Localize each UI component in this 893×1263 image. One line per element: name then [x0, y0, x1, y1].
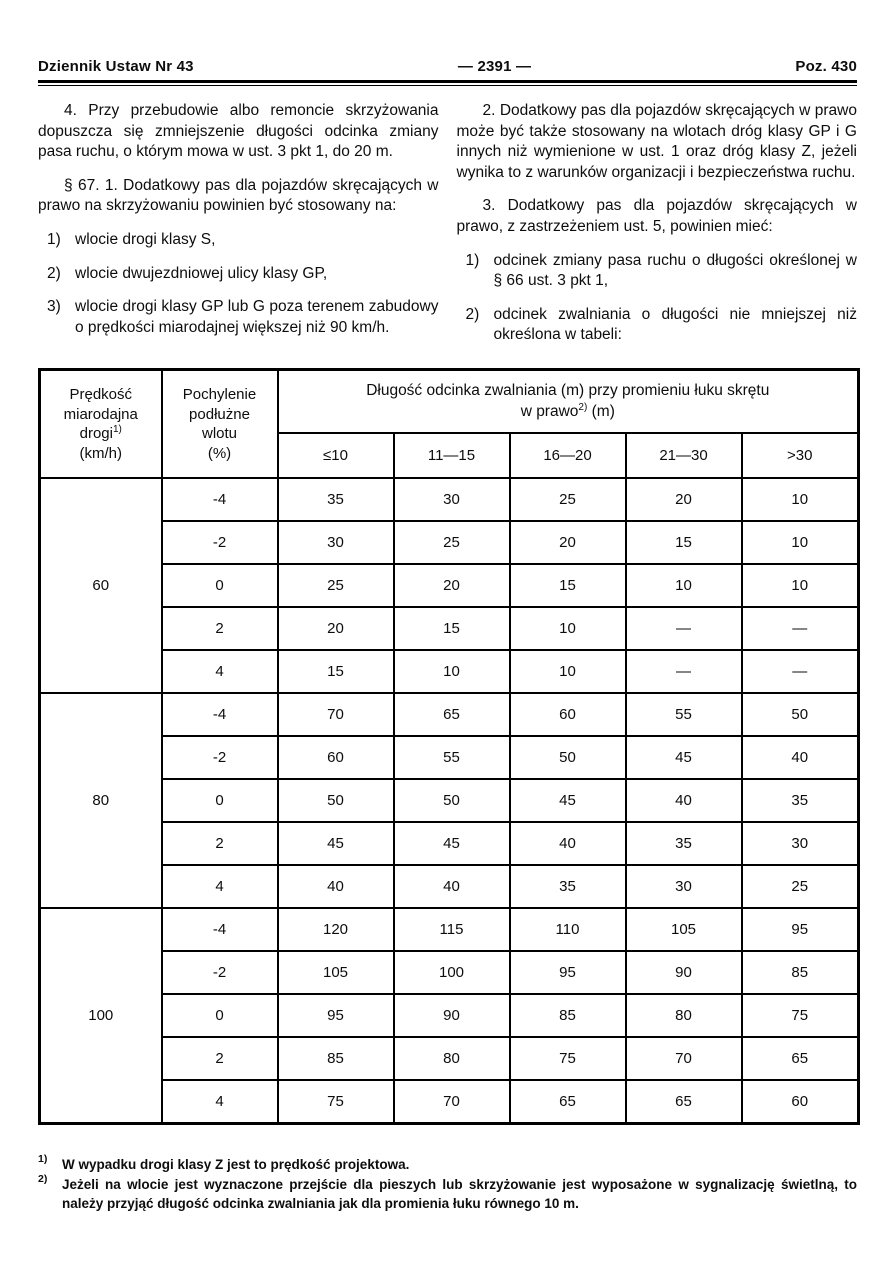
- length-value-cell: 15: [394, 607, 510, 650]
- header-line: miarodajna: [63, 405, 138, 423]
- length-value-cell: 75: [278, 1080, 394, 1124]
- length-value-cell: 10: [394, 650, 510, 693]
- running-head: [38, 58, 857, 75]
- length-value-cell: 85: [742, 951, 859, 994]
- length-value-cell: 35: [278, 478, 394, 521]
- slope-cell: 4: [162, 650, 278, 693]
- table-row: [40, 865, 859, 908]
- footnotes: [38, 1155, 857, 1214]
- length-value-cell: 40: [742, 736, 859, 779]
- list-item: [457, 305, 858, 346]
- length-value-cell: 90: [394, 994, 510, 1037]
- list-item: [38, 264, 439, 285]
- table-row: [40, 779, 859, 822]
- list-marker: 1): [465, 251, 480, 269]
- length-value-cell: 75: [510, 1037, 626, 1080]
- slope-cell: 2: [162, 822, 278, 865]
- slope-cell: 0: [162, 564, 278, 607]
- length-value-cell: 40: [278, 865, 394, 908]
- list-text: odcinek zmiany pasa ruchu o długości określonej w § 66 ust. 3 pkt 1,: [493, 251, 857, 290]
- footnote-ref-1: 1): [112, 424, 122, 436]
- position-number: Poz. 430: [795, 58, 857, 75]
- slope-cell: 0: [162, 994, 278, 1037]
- length-value-cell: 10: [626, 564, 742, 607]
- length-value-cell: 65: [510, 1080, 626, 1124]
- length-value-cell: 45: [626, 736, 742, 779]
- length-value-cell: 15: [278, 650, 394, 693]
- radius-column-header: 21—30: [626, 433, 742, 478]
- length-value-cell: 25: [742, 865, 859, 908]
- footnote-2: [38, 1172, 857, 1214]
- length-value-cell: 75: [742, 994, 859, 1037]
- paragraph-3: 3. Dodatkowy pas dla pojazdów skręcających w prawo, z zastrzeżeniem ust. 5, powinien mieć:: [456, 197, 857, 236]
- footnote-ref-2: 2): [578, 401, 588, 413]
- length-value-cell: 20: [626, 478, 742, 521]
- length-value-cell: 25: [510, 478, 626, 521]
- length-value-cell: 30: [742, 822, 859, 865]
- header-line: Długość odcinka zwalniania (m) przy promieniu łuku skrętu: [366, 382, 770, 400]
- paragraph-4: 4. Przy przebudowie albo remoncie skrzyżowania dopuszcza się zmniejszenie długości odcinka zmiany pasa ruchu, o którym mowa w ust. 3 pkt 1, do 20 m.: [38, 102, 439, 161]
- footnote-marker: 2): [38, 1172, 48, 1185]
- slope-cell: 0: [162, 779, 278, 822]
- table-row: [40, 908, 859, 951]
- length-value-cell: —: [742, 650, 859, 693]
- radius-column-header: ≤10: [278, 433, 394, 478]
- list-text: wlocie drogi klasy S,: [75, 231, 216, 249]
- header-line: Pochylenie: [182, 386, 257, 404]
- length-value-cell: 50: [510, 736, 626, 779]
- header-line: (km/h): [79, 444, 122, 462]
- header-line: (%): [207, 444, 232, 462]
- slope-cell: -4: [162, 478, 278, 521]
- slope-cell: 2: [162, 607, 278, 650]
- table-row: [40, 693, 859, 736]
- header-line: Prędkość: [69, 386, 133, 404]
- table-row: [40, 822, 859, 865]
- header-rule: [38, 80, 857, 86]
- length-value-cell: 20: [394, 564, 510, 607]
- speed-cell: 100: [40, 908, 162, 1124]
- length-value-cell: 10: [742, 478, 859, 521]
- table-row: [40, 1080, 859, 1124]
- list-item: [38, 297, 439, 338]
- length-value-cell: —: [742, 607, 859, 650]
- length-value-cell: 80: [626, 994, 742, 1037]
- length-value-cell: 35: [626, 822, 742, 865]
- deceleration-table: [38, 368, 860, 1125]
- length-value-cell: 10: [510, 607, 626, 650]
- slope-cell: -4: [162, 693, 278, 736]
- length-value-cell: 120: [278, 908, 394, 951]
- length-value-cell: 30: [278, 521, 394, 564]
- length-value-cell: 40: [394, 865, 510, 908]
- length-value-cell: 35: [510, 865, 626, 908]
- length-value-cell: 65: [742, 1037, 859, 1080]
- spanning-header: [278, 370, 859, 434]
- length-value-cell: 45: [510, 779, 626, 822]
- table-row: [40, 951, 859, 994]
- length-value-cell: 105: [278, 951, 394, 994]
- length-value-cell: 100: [394, 951, 510, 994]
- table-row: [40, 564, 859, 607]
- header-line: podłużne: [189, 405, 250, 423]
- slope-cell: 2: [162, 1037, 278, 1080]
- table-row: [40, 478, 859, 521]
- length-value-cell: 90: [626, 951, 742, 994]
- length-value-cell: —: [626, 607, 742, 650]
- footnote-text: W wypadku drogi klasy Z jest to prędkość projektowa.: [62, 1157, 410, 1173]
- length-value-cell: 60: [742, 1080, 859, 1124]
- length-value-cell: 50: [394, 779, 510, 822]
- slope-column-header: [162, 370, 278, 479]
- text-columns: [38, 101, 857, 359]
- length-value-cell: 40: [626, 779, 742, 822]
- length-value-cell: 15: [626, 521, 742, 564]
- slope-cell: -2: [162, 951, 278, 994]
- length-value-cell: 115: [394, 908, 510, 951]
- paragraph-67-1: § 67. 1. Dodatkowy pas dla pojazdów skręcających w prawo na skrzyżowaniu powinien być stosowany na:: [38, 176, 439, 215]
- table-row: [40, 1037, 859, 1080]
- list-marker: 3): [47, 298, 61, 316]
- length-value-cell: 35: [742, 779, 859, 822]
- list-marker: 2): [465, 305, 480, 323]
- list-text: wlocie drogi klasy GP lub G poza terenem zabudowy o prędkości miarodajnej większej niż 90 km/h.: [75, 298, 439, 336]
- speed-cell: 80: [40, 693, 162, 908]
- slope-cell: 4: [162, 865, 278, 908]
- list-marker: 1): [47, 231, 61, 249]
- speed-column-header: [40, 370, 162, 479]
- radius-column-header: 16—20: [510, 433, 626, 478]
- length-value-cell: 80: [394, 1037, 510, 1080]
- length-value-cell: 40: [510, 822, 626, 865]
- footnote-1: [38, 1155, 857, 1175]
- length-value-cell: 95: [278, 994, 394, 1037]
- length-value-cell: 70: [394, 1080, 510, 1124]
- right-column: [457, 101, 858, 359]
- header-line: wlotu: [201, 425, 238, 443]
- radius-column-header: >30: [742, 433, 859, 478]
- list-text: odcinek zwalniania o długości nie mniejszej niż określona w tabeli:: [493, 305, 857, 344]
- table-row: [40, 994, 859, 1037]
- slope-cell: -2: [162, 736, 278, 779]
- table-row: [40, 521, 859, 564]
- page-number: — 2391 —: [457, 58, 532, 75]
- length-value-cell: 60: [510, 693, 626, 736]
- list-text: wlocie dwujezdniowej ulicy klasy GP,: [75, 264, 328, 282]
- length-value-cell: 10: [742, 521, 859, 564]
- paragraph-2: 2. Dodatkowy pas dla pojazdów skręcających w prawo może być także stosowany na wlotach dróg klasy GP i G innych niż wymienione w ust. 1 oraz dróg klasy Z, jeżeli wynika to z warunków organizacji i bezpieczeństwa ruchu.: [456, 102, 857, 181]
- slope-cell: -2: [162, 521, 278, 564]
- length-value-cell: 65: [394, 693, 510, 736]
- header-line: (m): [587, 402, 615, 420]
- length-value-cell: 30: [394, 478, 510, 521]
- speed-cell: 60: [40, 478, 162, 693]
- length-value-cell: 95: [510, 951, 626, 994]
- table-row: [40, 736, 859, 779]
- header-line: w prawo: [520, 402, 579, 420]
- length-value-cell: 50: [278, 779, 394, 822]
- length-value-cell: 85: [510, 994, 626, 1037]
- length-value-cell: 60: [278, 736, 394, 779]
- length-value-cell: 20: [278, 607, 394, 650]
- length-value-cell: 30: [626, 865, 742, 908]
- length-value-cell: 65: [626, 1080, 742, 1124]
- list-item: [38, 230, 439, 251]
- table-body: [40, 478, 859, 1124]
- length-value-cell: 50: [742, 693, 859, 736]
- length-value-cell: 45: [394, 822, 510, 865]
- length-value-cell: 55: [394, 736, 510, 779]
- length-value-cell: 15: [510, 564, 626, 607]
- length-value-cell: 110: [510, 908, 626, 951]
- journal-title: Dziennik Ustaw Nr 43: [38, 58, 194, 75]
- length-value-cell: 70: [278, 693, 394, 736]
- length-value-cell: 25: [278, 564, 394, 607]
- left-column: [38, 101, 439, 359]
- list-marker: 2): [47, 264, 61, 282]
- length-value-cell: 70: [626, 1037, 742, 1080]
- slope-cell: -4: [162, 908, 278, 951]
- table-row: [40, 607, 859, 650]
- length-value-cell: 55: [626, 693, 742, 736]
- length-value-cell: 85: [278, 1037, 394, 1080]
- length-value-cell: 10: [742, 564, 859, 607]
- list-item: [457, 251, 858, 292]
- length-value-cell: 20: [510, 521, 626, 564]
- slope-cell: 4: [162, 1080, 278, 1124]
- header-line: drogi: [79, 425, 113, 443]
- length-value-cell: —: [626, 650, 742, 693]
- length-value-cell: 95: [742, 908, 859, 951]
- length-value-cell: 45: [278, 822, 394, 865]
- length-value-cell: 25: [394, 521, 510, 564]
- length-value-cell: 105: [626, 908, 742, 951]
- footnote-marker: 1): [38, 1153, 48, 1166]
- table-row: [40, 650, 859, 693]
- radius-column-header: 11—15: [394, 433, 510, 478]
- length-value-cell: 10: [510, 650, 626, 693]
- footnote-text: Jeżeli na wlocie jest wyznaczone przejście dla pieszych lub skrzyżowanie jest wyposażone w sygnalizację świetlną, to należy przyjąć długość odcinka zwalniania jak dla promienia łuku równego 10 m.: [62, 1176, 857, 1212]
